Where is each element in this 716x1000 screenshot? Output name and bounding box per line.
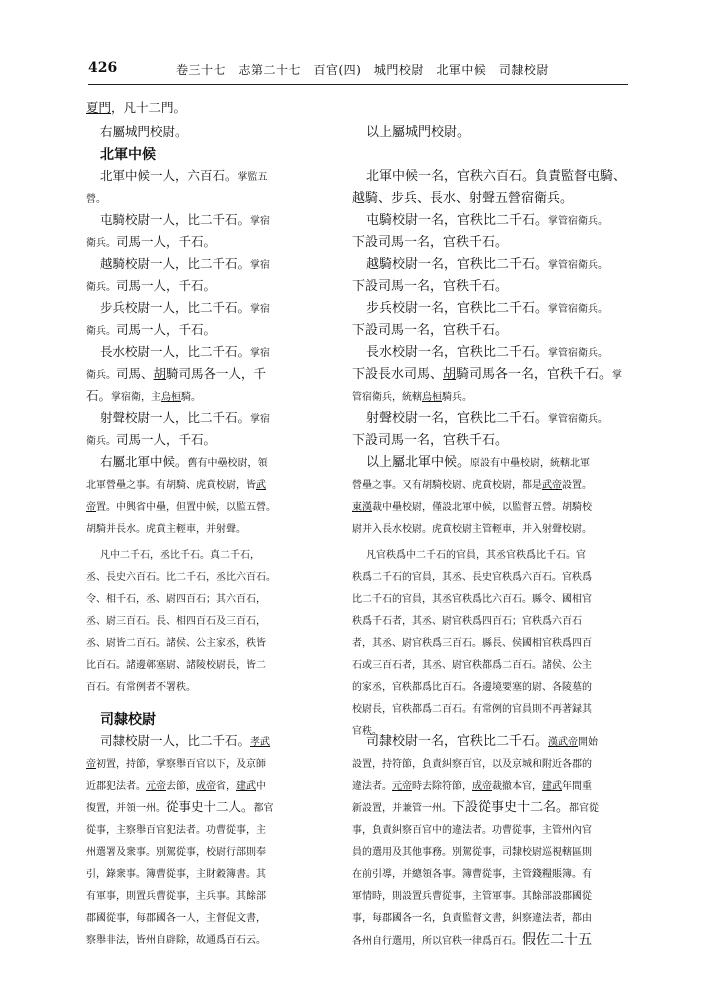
annotation-text: 掌管宿衛兵。 <box>548 216 609 227</box>
text-line <box>86 636 266 649</box>
text-line <box>366 548 586 561</box>
annotation-text: 凡官秩爲中二千石的官員，其丞官秩爲比千石。官 <box>366 550 586 561</box>
annotation-text: 秩爲千石者，其丞、尉官秩爲四百石；官秩爲六百石 <box>352 616 582 627</box>
text-line <box>352 570 592 583</box>
annotation-text: 設置，持符節，負責糾察百官，以及京城和附近各郡的 <box>352 759 592 770</box>
body-text: 越騎校尉一人，比二千石。 <box>100 256 251 271</box>
annotation-text: 復置，并領一州。 <box>86 803 166 814</box>
text-line <box>352 324 508 337</box>
text-line <box>86 658 266 671</box>
annotation-text: 的家丞，官秩都爲比百石。各邊境要塞的尉、各陵墓的 <box>352 682 592 693</box>
proper-name-underlined: 漢武帝 <box>548 737 579 748</box>
body-text: 下設從事史十二名。 <box>452 800 570 815</box>
text-line <box>100 548 260 561</box>
annotation-text: 察舉非法，皆州自辟除，故通爲百石云。 <box>86 935 266 946</box>
body-text: 騎司馬各一名，官秩千石。 <box>456 367 613 382</box>
body-text: 司馬一人，千石。 <box>116 278 217 293</box>
text-line <box>86 933 266 946</box>
annotation-text: 置。中興省中壘，但置中候，以監五營。 <box>96 502 276 513</box>
proper-name-underlined: 建武 <box>542 781 562 792</box>
body-text: 司馬一人，千石。 <box>116 432 217 447</box>
annotation-text: 裁中壘校尉，僅設北軍中候，以監督五營。胡騎校 <box>372 502 592 513</box>
annotation-text: 年間重 <box>562 781 592 792</box>
running-title: 卷三十七 志第二十七 百官(四) 城門校尉 北軍中候 司隸校尉 <box>176 63 549 77</box>
body-text: 越騎、步兵、長水、射聲五營宿衛兵。 <box>352 191 574 206</box>
body-text: 從事史十二人。 <box>166 799 254 814</box>
text-line <box>86 867 266 880</box>
annotation-text: 丞、長史六百石。比二千石，丞比六百石。 <box>86 572 276 583</box>
annotation-text: 初置，持節，掌察舉百官以下，及京師 <box>96 759 266 770</box>
text-line <box>100 456 268 469</box>
proper-name-underlined: 帝 <box>86 759 96 770</box>
body-text: ，凡十二門。 <box>111 100 187 115</box>
text-line <box>86 522 246 535</box>
annotation-text: 時去除符節， <box>412 781 472 792</box>
text-line <box>86 390 201 403</box>
text-line <box>100 258 270 271</box>
text-line <box>352 933 592 947</box>
annotation-text: 丞、尉皆二百石。諸侯、公主家丞，秩皆 <box>86 638 266 649</box>
text-line <box>86 192 106 205</box>
text-line <box>86 368 266 381</box>
text-line <box>86 779 266 792</box>
page-number: 426 <box>88 60 118 76</box>
proper-name-underlined: 成帝 <box>472 781 492 792</box>
proper-name-underlined: 孝武 <box>250 737 271 748</box>
annotation-text: 中 <box>256 781 266 792</box>
annotation-text: 掌宿衛，主 <box>111 392 162 403</box>
text-line <box>352 192 573 205</box>
annotation-text: 管宿衛兵，統轄 <box>352 392 422 403</box>
text-line <box>86 680 196 693</box>
body-text: 司隸校尉一人，比二千石。 <box>100 733 251 748</box>
annotation-text: 郡國從事，每郡國各一人，主督促文書， <box>86 913 266 924</box>
text-line <box>366 258 608 271</box>
body-text: 越騎校尉一名，官秩比二千石。 <box>366 257 549 272</box>
body-text: 下設司馬一名，官秩千石。 <box>352 235 509 250</box>
annotation-text: 掌管宿衛兵。 <box>548 348 609 359</box>
text-line <box>352 757 592 770</box>
annotation-text: 裁撤本官， <box>492 781 542 792</box>
annotation-text: 掌管宿衛兵。 <box>548 304 609 315</box>
body-text: 屯騎校尉一人，比二千石。 <box>100 212 251 227</box>
annotation-text: 石或三百石者，其丞、尉官秩都爲二百石。諸侯、公主 <box>352 660 592 671</box>
proper-name-underlined: 武帝 <box>542 480 562 491</box>
annotation-text: 舊有中壘校尉，領 <box>187 458 268 469</box>
annotation-text: 掌管宿衛兵。 <box>548 414 609 425</box>
text-line <box>100 346 270 359</box>
body-text: 步兵校尉一名，官秩比二千石。 <box>366 301 549 316</box>
text-line <box>352 801 599 814</box>
annotation-text: 衛兵。 <box>86 370 116 381</box>
proper-name-underlined: 夏門 <box>86 100 112 115</box>
text-line <box>366 214 608 227</box>
body-text: 屯騎校尉一名，官秩比二千石。 <box>366 213 549 228</box>
annotation-text: 有軍事，則置兵曹從事，主兵事。其餘部 <box>86 891 266 902</box>
text-line <box>86 757 266 770</box>
annotation-text: 北軍營壘之事。有胡騎、虎賁校尉，皆 <box>86 480 256 491</box>
proper-name-underlined: 胡 <box>443 367 457 382</box>
text-line <box>352 368 622 381</box>
proper-name-underlined: 烏桓 <box>422 392 442 403</box>
text-line <box>352 280 508 293</box>
annotation-text: 騎兵。 <box>442 392 472 403</box>
text-line <box>86 801 274 814</box>
text-line <box>366 126 470 139</box>
body-text: 以上屬北軍中候。 <box>366 455 471 470</box>
text-line <box>366 170 626 183</box>
text-line <box>86 614 266 627</box>
proper-name-underlined: 元帝 <box>146 781 166 792</box>
text-line <box>86 434 216 447</box>
body-text: 右屬北軍中候。 <box>100 454 188 469</box>
text-line <box>100 126 188 139</box>
body-text: 北軍中候一人，六百石。 <box>100 168 238 183</box>
section-heading <box>100 148 156 162</box>
annotation-text: 秩爲二千石的官員，其丞、長史官秩爲六百石。官秩爲 <box>352 572 592 583</box>
text-line <box>352 636 592 649</box>
text-line <box>366 456 590 469</box>
body-text: 司馬、 <box>116 366 154 381</box>
proper-name-underlined: 東漢 <box>352 502 372 513</box>
annotation-text: 衛兵。 <box>86 282 116 293</box>
body-text: 右屬城門校尉。 <box>100 124 188 139</box>
annotation-text: 從事，主察舉百官犯法者。功曹從事，主 <box>86 825 266 836</box>
annotation-text: 者，其丞、尉官秩爲三百石。縣長、侯國相官秩爲四百 <box>352 638 592 649</box>
body-text: 北軍中候一名，官秩六百石。負責監督屯騎、 <box>366 169 627 184</box>
annotation-text: 衛兵。 <box>86 326 116 337</box>
text-line <box>86 324 216 337</box>
annotation-text: 各州自行選用，所以官秩一律爲百石。 <box>352 936 522 947</box>
text-line <box>86 102 186 115</box>
body-text: 下設長水司馬、 <box>352 367 444 382</box>
annotation-text: 都官 <box>253 803 274 814</box>
annotation-text: 掌監五 <box>237 172 268 183</box>
annotation-text: 掌宿 <box>250 216 271 227</box>
text-line <box>100 735 270 748</box>
body-text: 石。 <box>86 388 112 403</box>
annotation-text: 州選署及衆事。別駕從事，校尉行部則奉 <box>86 847 266 858</box>
proper-name-underlined: 胡 <box>153 366 167 381</box>
annotation-text: 開始 <box>578 737 599 748</box>
text-line <box>352 592 592 605</box>
running-header <box>88 60 628 80</box>
text-line <box>366 412 608 425</box>
section-heading <box>100 713 156 727</box>
annotation-text: 新設置，并兼管一州。 <box>352 803 452 814</box>
annotation-text: 尉并入長水校尉。虎賁校尉主管輕車，并入射聲校尉。 <box>352 524 592 535</box>
text-line <box>86 500 276 513</box>
annotation-text: 校尉長，官秩都爲二百石。有常例的官員則不再著録其 <box>352 704 592 715</box>
annotation-text: 凡中二千石，丞比千石。真二千石， <box>100 550 260 561</box>
body-text: 射聲校尉一名，官秩比二千石。 <box>366 411 549 426</box>
annotation-text: 掌宿 <box>250 304 271 315</box>
body-text: 以上屬城門校尉。 <box>366 125 471 140</box>
text-line <box>86 570 276 583</box>
proper-name-underlined: 成帝 <box>196 781 216 792</box>
annotation-text: 掌宿 <box>250 414 271 425</box>
text-line <box>86 236 216 249</box>
body-text: 司隸校尉 <box>100 712 156 728</box>
annotation-text: 百石。有常例者不署秩。 <box>86 682 196 693</box>
text-line <box>352 889 592 902</box>
text-line <box>100 170 268 183</box>
text-line <box>352 779 592 792</box>
text-line <box>352 911 592 924</box>
text-line <box>86 592 266 605</box>
proper-name-underlined: 武 <box>256 480 266 491</box>
annotation-text: 令、相千石，丞、尉四百石；其六百石， <box>86 594 266 605</box>
text-line <box>352 236 508 249</box>
annotation-text: 掌管宿衛兵。 <box>548 260 609 271</box>
text-line <box>86 889 266 902</box>
text-line <box>352 434 508 447</box>
annotation-text: 員的選用及其他事務。別駕從事，司隸校尉巡視轄區則 <box>352 847 592 858</box>
header-rule <box>88 84 628 85</box>
proper-name-underlined: 元帝 <box>392 781 412 792</box>
annotation-text: 官秩。 <box>352 726 382 737</box>
text-line <box>352 478 592 491</box>
annotation-text: 近郡犯法者。 <box>86 781 146 792</box>
text-line <box>352 845 592 858</box>
text-line <box>352 867 592 880</box>
body-text: 司隸校尉一名，官秩比二千石。 <box>366 734 549 749</box>
annotation-text: 事，負責糾察百官中的違法者。功曹從事，主管州內官 <box>352 825 592 836</box>
text-line <box>352 614 582 627</box>
body-text: 騎司馬各一人，千 <box>166 366 267 381</box>
annotation-text: 掌宿 <box>250 348 271 359</box>
annotation-text: 衛兵。 <box>86 436 116 447</box>
body-text: 北軍中候 <box>100 147 156 163</box>
text-line <box>352 680 592 693</box>
annotation-text: 營。 <box>86 194 106 205</box>
text-line <box>100 412 270 425</box>
text-line <box>100 302 270 315</box>
annotation-text: 軍情時，則設置兵曹從事，主管軍事。其餘部設郡國從 <box>352 891 592 902</box>
annotation-text: 騎。 <box>181 392 202 403</box>
text-line <box>366 735 598 748</box>
body-text: 長水校尉一人，比二千石。 <box>100 344 251 359</box>
text-line <box>86 911 266 924</box>
annotation-text: 違法者。 <box>352 781 392 792</box>
annotation-text: 丞、尉三百石。長、相四百石及三百石， <box>86 616 266 627</box>
annotation-text: 胡騎并長水。虎賁主輕車，并射聲。 <box>86 524 246 535</box>
text-line <box>86 823 266 836</box>
proper-name-underlined: 帝 <box>86 502 96 513</box>
body-text: 假佐二十五 <box>522 932 592 948</box>
proper-name-underlined: 建武 <box>236 781 256 792</box>
text-line <box>352 702 592 715</box>
body-text: 下設司馬一名，官秩千石。 <box>352 279 509 294</box>
text-line <box>86 845 266 858</box>
annotation-text: 事，每郡國各一名，負責監督文書，糾察違法者，都由 <box>352 913 592 924</box>
text-line <box>352 390 472 403</box>
annotation-text: 都官從 <box>569 803 600 814</box>
text-line <box>100 214 270 227</box>
text-line <box>352 500 592 513</box>
text-line <box>86 478 266 491</box>
body-text: 長水校尉一名，官秩比二千石。 <box>366 345 549 360</box>
annotation-text: 引，錄衆事。簿曹從事，主財穀簿書。其 <box>86 869 266 880</box>
annotation-text: 原設有中壘校尉，統轄北軍 <box>470 458 591 469</box>
annotation-text: 比百石。諸邊鄣塞尉、諸陵校尉長，皆二 <box>86 660 266 671</box>
annotation-text: 省， <box>216 781 236 792</box>
annotation-text: 去節， <box>166 781 196 792</box>
body-text: 步兵校尉一人，比二千石。 <box>100 300 251 315</box>
text-line <box>366 346 608 359</box>
text-line <box>352 823 592 836</box>
annotation-text: 在前引導，并總領各事。簿曹從事，主管錢糧賬簿。有 <box>352 869 592 880</box>
proper-name-underlined: 烏桓 <box>161 392 182 403</box>
body-text: 司馬一人，千石。 <box>116 234 217 249</box>
text-line <box>366 302 608 315</box>
annotation-text: 設置。 <box>562 480 592 491</box>
annotation-text: 掌 <box>612 370 623 381</box>
annotation-text: 掌宿 <box>250 260 271 271</box>
body-text: 司馬一人，千石。 <box>116 322 217 337</box>
text-line <box>352 522 592 535</box>
text-line <box>86 280 216 293</box>
body-text: 下設司馬一名，官秩千石。 <box>352 323 509 338</box>
body-text: 射聲校尉一人，比二千石。 <box>100 410 251 425</box>
text-line <box>352 658 592 671</box>
annotation-text: 比二千石的官員，其丞官秩爲比六百石。縣令、國相官 <box>352 594 592 605</box>
annotation-text: 衛兵。 <box>86 238 116 249</box>
body-text: 下設司馬一名，官秩千石。 <box>352 433 509 448</box>
annotation-text: 營壘之事。又有胡騎校尉、虎賁校尉，都是 <box>352 480 542 491</box>
